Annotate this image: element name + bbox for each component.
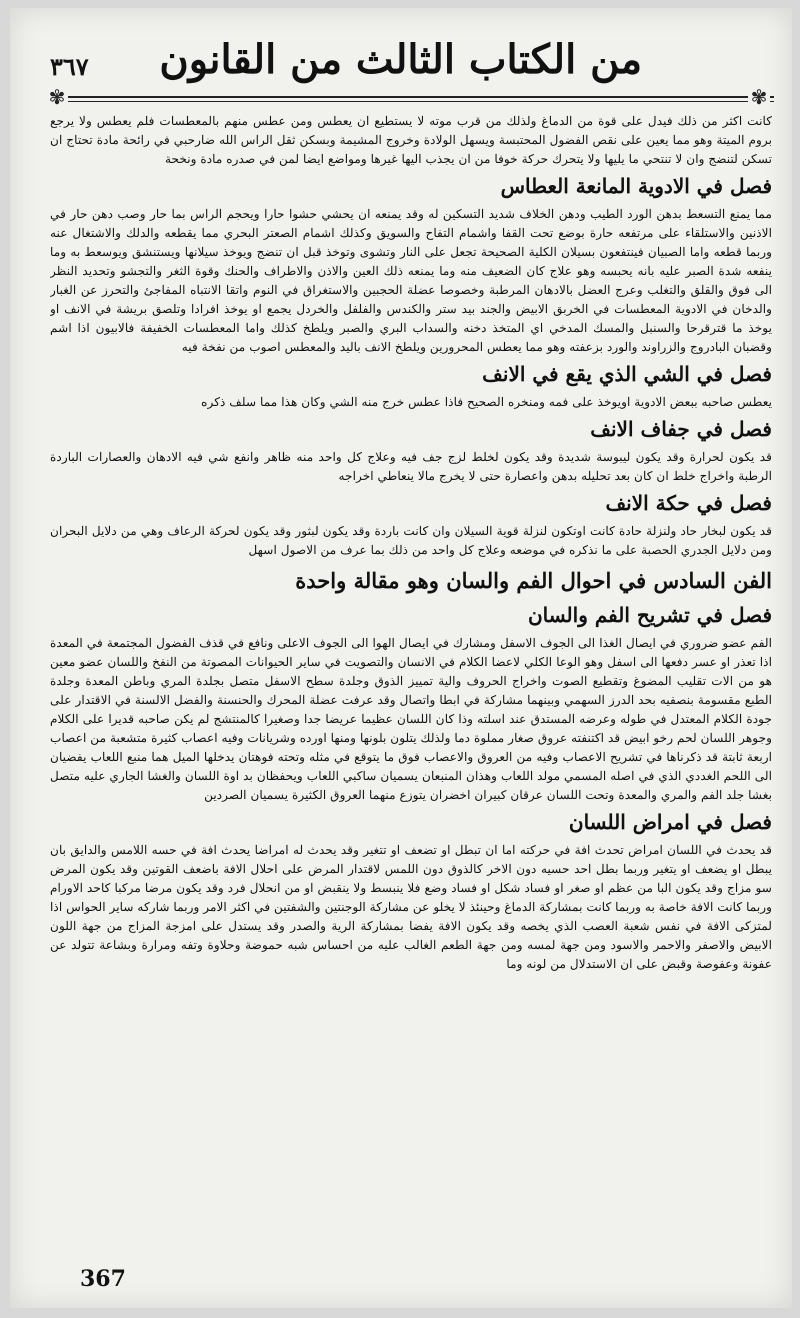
section-paragraph: مما يمنع التسعط بدهن الورد الطيب ودهن الخلاف شديد التسكين له وقد يمنعه ان يحشي حشوا حارا ويحجم الراس بما حار وصب دهن حار في الاذنين والاستلقاء على مرتفعه حارة بوضع تحت القفا واشمام التفاح والسويق وكذلك اشمام الصعتر البحري مما يقطعه والدلك والاشتغال عنه وربما قطعه واما الصبيان فينتفعون بسيلان الكلية الصحيحة تجعل على النار وتشوى وتوخذ قبل ان تنضج ويوخذ سيلانها ويستنشق ويوسعط به وما ينفعه شدة الصبر عليه بانه يحبسه وهو علاج كان الضعيف منه وما يمنعه ذلك العين والاذن والاطراف والحنك وقوة الثغر والتجشو وتحديد النظر الى فوق والقلق والتغلب وعرج العضل بالادهان المرطبة وخصوصا عضلة الحجبين والاستغراق في النوم واتقا الانتباه المفاجئ والتحرز عن الغبار والدخان في الادوية المعطسات في الخربق الابيض والجند بيد ستر والكندس والفلفل والخردل يجمع او يوخذ افرادا وتلصق بريشة في الانف او يوخذ ما قترقرحا والسنبل والمسك المدخي اي المتخذ دخنه والسداب البري والصبر ويلطخ كذلك واما المعطسات الخفيفة فالابيون اذا اشم وقضبان البادروج والزراوند والورد بزعفته وهو مما يعطس المحرورين ويلطخ الانف باليد والمعطس اصوب من نفخة فيه bbox=[50, 207, 772, 354]
section-heading: فصل في حكة الانف bbox=[605, 491, 772, 515]
main-text bbox=[50, 112, 772, 1262]
page-number-top: ٣٦٧ bbox=[50, 52, 89, 81]
part-heading: الفن السادس في احوال الفم والسان وهو مقالة واحدة bbox=[295, 568, 772, 593]
header-rule bbox=[50, 96, 774, 98]
flower-ornament-icon: ✾ bbox=[748, 86, 770, 108]
section-paragraph: قد يكون لبخار حاد ولنزلة حادة كانت اوتكون لنزلة قوية السيلان وان كانت باردة وقد يكون لبثور وقد يكون لحركة الرعاف وهي من دلايل البحران ومن دلايل الجدري الحصبة على ما نذكره في موضعه وعلاج كل واحد من ذلك بما عرف من الاصول اسهل bbox=[50, 524, 772, 557]
header-rule-thin bbox=[50, 101, 774, 102]
document-page bbox=[10, 8, 792, 1308]
page-header bbox=[10, 30, 792, 100]
section-heading: فصل في الادوية المانعة العطاس bbox=[500, 174, 772, 198]
section-heading: فصل في امراض اللسان bbox=[568, 810, 772, 834]
section-heading: فصل في تشريح الفم والسان bbox=[527, 603, 772, 627]
flower-ornament-icon: ✾ bbox=[46, 86, 68, 108]
section-paragraph: يعطس صاحبه ببعض الادوية اويوخذ على فمه ومنخره الصحيح فاذا عطس خرج منه الشي وكان هذا مما سلف ذكره bbox=[201, 395, 772, 409]
section-paragraph: كانت اكثر من ذلك فيدل على قوة من الدماغ ولذلك من قرب موته لا يستطيع ان يعطس ومن عطس منهم بالمعطسات فلم يعطس ولا يرجع بروم الميتة وهو مما يعين على نقص الفضول المحتبسة ويسهل الولادة وخروج المشيمة وبسكن ثقل الراس الله ضارحبي في رائحة مادة تحتاج ان تسكن لتنضج وان لا تنتحي ما يليها ولا يتحرك حركة خوفا من ان يجذب اليها غيرها ومواضع ايضا لمن في صدره مادة ونخحة bbox=[50, 114, 772, 166]
section-paragraph: قد يكون لحرارة وقد يكون ليبوسة شديدة وقد يكون لخلط لزج جف فيه وعلاج كل واحد منه ظاهر وانفع شي فيه الادهان والعصارات الباردة الرطبة واخراج خلط ان كان بعد تحليله بدهن واعصارة حتى لا يخرج مالا ينعاطي اخراجه bbox=[50, 450, 772, 483]
section-heading: فصل في الشي الذي يقع في الانف bbox=[482, 362, 772, 386]
section-heading: فصل في جفاف الانف bbox=[590, 417, 772, 441]
page-number-bottom: 367 bbox=[80, 1266, 126, 1292]
section-paragraph: قد يحدث في اللسان امراض تحدث افة في حركته اما ان تبطل او تضعف او تتغير وقد يحدث له امراضا يحدث افة في حسه اللامس والدايق بان يبطل او يضعف او يتغير وربما بطل احد حسيه دون الاخر كالذوق دون اللمس لاقتدار المرض على احلال الافة باضعف القوتين وقد يكون المرض سو مزاج وقد يكون البا من عظم او صغر او فساد شكل او فساد وضع فلا ينبسط ولا ينقبض او من انحلال فرد وقد يكون مرضا مركبا كاحد الاورام وربما كانت الافة خاصة به وربما كانت بمشاركة الدماغ وحينئذ لا يخلو عن مشاركة الوجنتين والشفتين في اكثر الامر وربما شاركه ساير الحواس اذا لمتزكى الافة في نفس شعبة العصب الذي يخصه وقد يكون الافة يفضا بمشاركة الرية والصدر وقد يستدل على امزجة المزاج من جهة اللون الابيض والاصفر والاحمر والاسود ومن جهة لمسه ومن جهة الطعم الغالب عليه من احساس شبه حموضة وحلاوة وتفه ومرارة وبشاعة تتولد عن عفونة وعفوصة وقبض على ان الاستدلال من لونه وما bbox=[50, 843, 772, 971]
section-paragraph: الفم عضو ضروري في ايصال الغذا الى الجوف الاسفل ومشارك في ايصال الهوا الى الجوف الاعلى ونافع في قذف الفضول المجتمعة في المعدة اذا تعذر او عسر دفعها الى اسفل وهو الوعا الكلي لاعضا الكلام في الانسان والتصويت في ساير الحيوانات المصوتة من النفخ واللسان عضو معين هو من الات تقليب المضوغ وتقطيع الصوت واخراج الحروف والية تمييز الذوق وجلدة سطح الاسفل متصل بجلدة المري وباطن المعدة وجلدة الطبع مقسومة بنصفيه بحد الدرز السهمي وبينهما مشاركة في ابطا واتصال وقد عرفت عضلة المحرك والحنسنة والفضل الالسنة في الاقتدار على جودة الكلام المعتدل في طوله وعرضه المستدق عند اسلته وذا كان اللسان عظيما عريضا جدا وصغيرا كالمنتشج لم يكن صاحبه قديرا على الكلام وجوهر اللسان لحم رخو ابيض قد اكتنفته عروق صغار مملوة دما ولذلك يتلون بلونها ومنها اورده وشريانات وفيه اعصاب كثيرة متشعبة من اعصاب اربعة ثابتة قد ذكرناها في تشريح الاعصاب وفيه من العروق والاعصاب فوق ما يتوقع في مثله وتحته فوهتان يدخلها الميل هما منبع اللعاب يفضيان الى اللحم الغددي الذي في اصله المسمي مولد اللعاب وهذان المنبعان يسميان ساكبي اللعاب ويحفظان بد اوة اللسان والغشا الجاري عليه متصل بغشا جلد الفم والمري والمعدة وتحت اللسان عرقان كبيران اخضران يتوزع منهما العروق الكثيرة يسميان الصردين bbox=[50, 636, 772, 802]
running-title: من الكتاب الثالث من القانون bbox=[159, 36, 642, 83]
